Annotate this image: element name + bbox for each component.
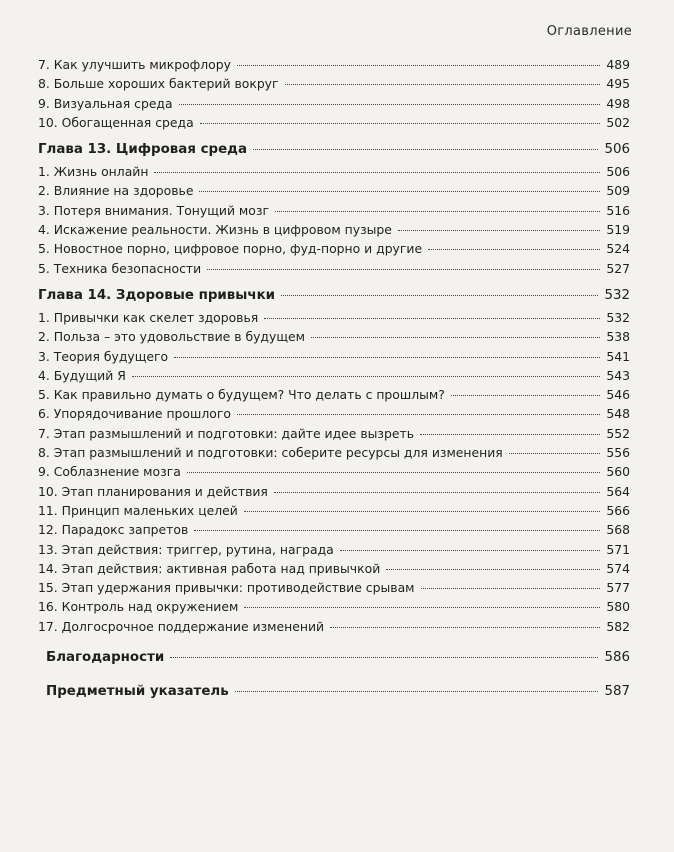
toc-entry — [38, 464, 630, 483]
toc-entry-title: 2. Польза – это удовольствие в будущем — [38, 329, 305, 345]
dot-leader — [428, 248, 600, 250]
dot-leader — [199, 190, 600, 192]
dot-leader — [451, 394, 601, 396]
toc-entry — [38, 241, 630, 260]
toc-entry-title: 10. Этап планирования и действия — [38, 483, 268, 499]
toc-entry — [38, 329, 630, 348]
toc-entry-page: 580 — [606, 599, 630, 615]
toc-entry-page: 506 — [606, 164, 630, 180]
toc-entry — [38, 445, 630, 464]
toc-entry-title: 6. Упорядочивание прошлого — [38, 406, 231, 422]
toc-entry — [38, 561, 630, 580]
toc-entry — [38, 203, 630, 222]
toc-entry — [38, 503, 630, 522]
chapter-title: Глава 14. Здоровые привычки — [38, 287, 276, 303]
toc-entry-title: 3. Теория будущего — [38, 348, 169, 364]
toc-entry-page: 516 — [606, 202, 630, 218]
toc-entry-page: 543 — [606, 367, 630, 383]
dot-leader — [237, 64, 600, 66]
dot-leader — [285, 83, 601, 85]
chapter-title: Глава 13. Цифровая среда — [38, 142, 248, 158]
toc-entry-page: 527 — [606, 260, 630, 276]
toc-entry — [38, 76, 630, 95]
toc-entry — [38, 542, 630, 561]
dot-leader — [311, 336, 600, 338]
toc-entry-page: 538 — [606, 329, 630, 345]
toc-entry — [38, 426, 630, 445]
table-of-contents — [38, 57, 630, 706]
dot-leader — [420, 433, 600, 435]
dot-leader — [200, 122, 601, 124]
dot-leader — [132, 375, 601, 377]
toc-entry-title: 9. Визуальная среда — [38, 95, 173, 111]
toc-entry-page: 552 — [606, 425, 630, 441]
acknowledgements-title: Благодарности — [46, 650, 165, 666]
toc-entry — [38, 310, 630, 329]
toc-entry-title: 1. Жизнь онлайн — [38, 164, 149, 180]
toc-entry-page: 556 — [606, 445, 630, 461]
toc-entry — [38, 349, 630, 368]
toc-entry — [38, 406, 630, 425]
toc-entry — [38, 183, 630, 202]
toc-entry-page: 574 — [606, 560, 630, 576]
toc-entry-page: 564 — [606, 483, 630, 499]
dot-leader — [235, 690, 599, 692]
toc-entry-title: 13. Этап действия: триггер, рутина, награда — [38, 541, 334, 557]
toc-entry-page: 566 — [606, 502, 630, 518]
toc-entry-title: 10. Обогащенная среда — [38, 114, 194, 130]
dot-leader — [174, 356, 600, 358]
toc-entry-page: 546 — [606, 387, 630, 403]
toc-entry — [38, 619, 630, 638]
dot-leader — [179, 103, 601, 105]
toc-entry-page: 495 — [606, 76, 630, 92]
dot-leader — [386, 568, 600, 570]
dot-leader — [264, 317, 600, 319]
dot-leader — [275, 210, 600, 212]
toc-entry — [38, 222, 630, 241]
toc-entry-title: 15. Этап удержания привычки: противодействие срывам — [38, 580, 415, 596]
toc-entry — [38, 580, 630, 599]
toc-entry-page: 498 — [606, 95, 630, 111]
toc-entry-page: 509 — [606, 183, 630, 199]
chapter-heading — [38, 142, 630, 164]
toc-entry-page: 532 — [606, 309, 630, 325]
running-head: Оглавление — [546, 24, 632, 39]
index-heading — [38, 684, 630, 706]
dot-leader — [340, 549, 601, 551]
toc-entry — [38, 57, 630, 76]
toc-entry-title: 4. Искажение реальности. Жизнь в цифровом пузыре — [38, 222, 392, 238]
dot-leader — [281, 294, 598, 296]
toc-entry-page: 524 — [606, 241, 630, 257]
toc-entry-page: 571 — [606, 541, 630, 557]
toc-entry-title: 11. Принцип маленьких целей — [38, 502, 238, 518]
dot-leader — [330, 626, 600, 628]
toc-entry-page: 560 — [606, 464, 630, 480]
acknowledgements-heading — [38, 650, 630, 672]
toc-entry — [38, 96, 630, 115]
toc-entry-page: 548 — [606, 406, 630, 422]
dot-leader — [207, 268, 600, 270]
toc-entry-page: 519 — [606, 222, 630, 238]
toc-entry — [38, 261, 630, 280]
toc-entry — [38, 368, 630, 387]
toc-entry — [38, 484, 630, 503]
toc-entry-page: 577 — [606, 580, 630, 596]
chapter-page: 532 — [604, 287, 630, 303]
dot-leader — [509, 452, 601, 454]
toc-entry-title: 8. Этап размышлений и подготовки: соберите ресурсы для изменения — [38, 445, 503, 461]
index-page: 587 — [604, 684, 630, 700]
dot-leader — [187, 471, 601, 473]
toc-entry-title: 17. Долгосрочное поддержание изменений — [38, 618, 325, 634]
toc-entry-title: 14. Этап действия: активная работа над привычкой — [38, 560, 381, 576]
chapter-heading — [38, 288, 630, 310]
toc-entry — [38, 599, 630, 618]
dot-leader — [154, 171, 600, 173]
index-title: Предметный указатель — [46, 684, 229, 700]
acknowledgements-page: 586 — [604, 650, 630, 666]
toc-entry-title: 12. Парадокс запретов — [38, 522, 189, 538]
toc-entry-page: 568 — [606, 522, 630, 538]
chapter-page: 506 — [604, 142, 630, 158]
toc-entry-title: 5. Как правильно думать о будущем? Что делать с прошлым? — [38, 387, 445, 403]
toc-entry-title: 9. Соблазнение мозга — [38, 464, 181, 480]
dot-leader — [253, 148, 598, 150]
toc-entry-title: 7. Этап размышлений и подготовки: дайте идее вызреть — [38, 425, 415, 441]
toc-entry-title: 1. Привычки как скелет здоровья — [38, 309, 259, 325]
toc-entry-title: 5. Новостное порно, цифровое порно, фуд-порно и другие — [38, 241, 423, 257]
toc-entry-title: 7. Как улучшить микрофлору — [38, 57, 231, 72]
dot-leader — [244, 606, 600, 608]
toc-entry — [38, 387, 630, 406]
dot-leader — [398, 229, 600, 231]
toc-entry — [38, 164, 630, 183]
dot-leader — [274, 491, 600, 493]
toc-entry-title: 2. Влияние на здоровье — [38, 183, 194, 199]
toc-entry-title: 3. Потеря внимания. Тонущий мозг — [38, 202, 269, 218]
toc-entry-title: 4. Будущий Я — [38, 367, 126, 383]
toc-entry-title: 16. Контроль над окружением — [38, 599, 239, 615]
toc-entry-page: 582 — [606, 618, 630, 634]
toc-entry — [38, 522, 630, 541]
toc-entry-page: 502 — [606, 114, 630, 130]
dot-leader — [237, 413, 600, 415]
toc-entry-title: 5. Техника безопасности — [38, 260, 202, 276]
dot-leader — [170, 656, 598, 658]
dot-leader — [421, 587, 601, 589]
dot-leader — [194, 529, 600, 531]
toc-entry — [38, 115, 630, 134]
toc-entry-title: 8. Больше хороших бактерий вокруг — [38, 76, 279, 92]
toc-entry-page: 541 — [606, 348, 630, 364]
dot-leader — [244, 510, 600, 512]
toc-entry-page: 489 — [606, 57, 630, 72]
